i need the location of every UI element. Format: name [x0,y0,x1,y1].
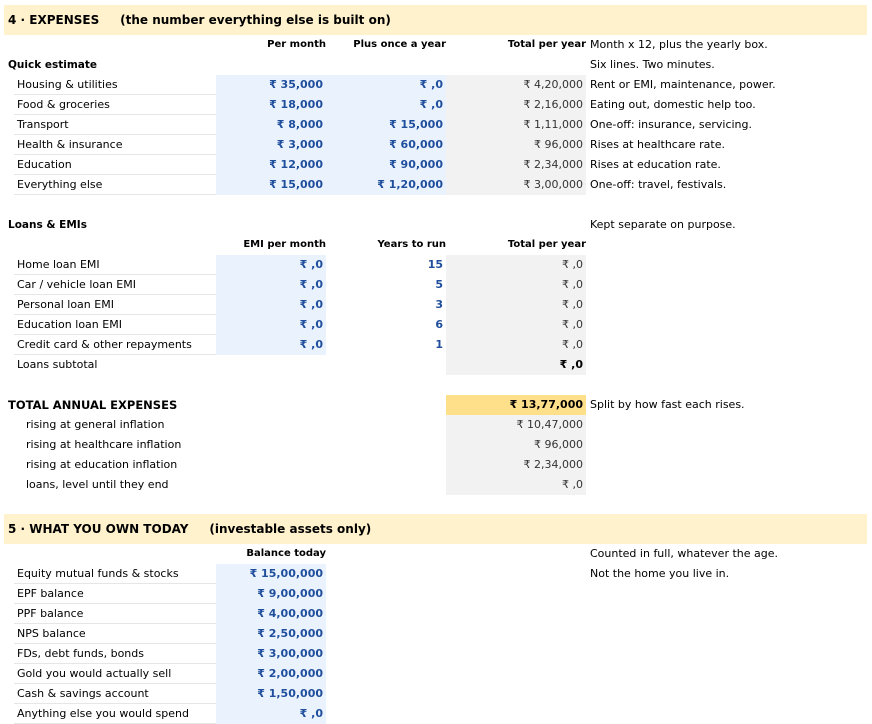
breakdown-label: loans, level until they end [26,478,169,491]
loan-row [14,255,586,275]
years-input[interactable]: 5 [435,278,443,291]
asset-row [14,584,326,604]
expense-label: Health & insurance [14,135,216,155]
loan-total-value: ₹ ,0 [446,275,586,295]
row-total-value: ₹ 2,16,000 [446,95,586,115]
loans-title: Loans & EMIs [8,219,87,231]
years-input[interactable]: 15 [427,258,443,271]
balance-input[interactable]: ₹ 15,00,000 [216,564,326,584]
balance-input[interactable]: ₹ 2,00,000 [216,664,326,684]
per-month-header: Per month [267,39,326,50]
yearly-input[interactable]: ₹ 15,000 [326,115,446,135]
row-total-value: ₹ 2,34,000 [446,155,586,175]
yearly-input[interactable]: ₹ 90,000 [326,155,446,175]
row-total-value: ₹ 1,11,000 [446,115,586,135]
expense-note: One-off: insurance, servicing. [590,118,752,131]
yearly-input[interactable]: ₹ ,0 [326,95,446,115]
balance-input[interactable]: ₹ ,0 [216,704,326,724]
asset-row [14,684,326,704]
total-per-year-header: Total per year [507,39,586,50]
asset-label: Anything else you would spend [14,704,216,724]
years-input[interactable]: 6 [435,318,443,331]
expense-note: Eating out, domestic help too. [590,98,756,111]
balance-input[interactable]: ₹ 9,00,000 [216,584,326,604]
assets-section-title: 5 · WHAT YOU OWN TODAY (investable assets only) [8,522,372,536]
row-total-value: ₹ 4,20,000 [446,75,586,95]
expense-row [14,75,586,95]
emi-input[interactable]: ₹ ,0 [216,315,326,335]
loan-total-value: ₹ ,0 [446,315,586,335]
asset-label: Gold you would actually sell [14,664,216,684]
expense-row [14,135,586,155]
assets-header-note: Counted in full, whatever the age. [590,547,779,560]
expenses-header-note: Month x 12, plus the yearly box. [590,38,768,51]
expense-label: Transport [14,115,216,135]
total-note: Split by how fast each rises. [590,398,745,411]
asset-label: Cash & savings account [14,684,216,704]
breakdown-value: ₹ 10,47,000 [446,415,586,435]
loan-label: Home loan EMI [14,255,216,275]
expense-label: Education [14,155,216,175]
asset-row [14,564,326,584]
loans-subtotal-row [14,355,586,375]
loan-total-value: ₹ ,0 [446,295,586,315]
per-month-input[interactable]: ₹ 3,000 [216,135,326,155]
asset-row [14,624,326,644]
per-month-input[interactable]: ₹ 15,000 [216,175,326,195]
asset-row [14,604,326,624]
total-annual-label: TOTAL ANNUAL EXPENSES [8,398,178,412]
emi-input[interactable]: ₹ ,0 [216,295,326,315]
expense-row [14,95,586,115]
assets-section-header [4,514,867,544]
expense-note: One-off: travel, festivals. [590,178,727,191]
asset-label: NPS balance [14,624,216,644]
expense-row [14,175,586,195]
asset-row [14,644,326,664]
asset-label: FDs, debt funds, bonds [14,644,216,664]
yearly-input[interactable]: ₹ ,0 [326,75,446,95]
total-annual-value: ₹ 13,77,000 [446,395,586,415]
row-total-value: ₹ 96,000 [446,135,586,155]
breakdown-label: rising at education inflation [26,458,178,471]
breakdown-value: ₹ 96,000 [446,435,586,455]
loan-total-value: ₹ ,0 [446,335,586,355]
breakdown-value: ₹ ,0 [446,475,586,495]
loan-row [14,275,586,295]
expense-note: Rises at education rate. [590,158,721,171]
expense-row [14,155,586,175]
per-month-input[interactable]: ₹ 8,000 [216,115,326,135]
expense-note: Rises at healthcare rate. [590,138,725,151]
emi-header: EMI per month [243,239,326,250]
balance-input[interactable]: ₹ 2,50,000 [216,624,326,644]
loan-label: Education loan EMI [14,315,216,335]
yearly-input[interactable]: ₹ 60,000 [326,135,446,155]
loan-label: Credit card & other repayments [14,335,216,355]
breakdown-value: ₹ 2,34,000 [446,455,586,475]
balance-input[interactable]: ₹ 1,50,000 [216,684,326,704]
per-month-input[interactable]: ₹ 35,000 [216,75,326,95]
loans-subtotal-label: Loans subtotal [17,358,98,371]
asset-label: EPF balance [14,584,216,604]
per-month-input[interactable]: ₹ 18,000 [216,95,326,115]
years-input[interactable]: 1 [435,338,443,351]
expense-label: Everything else [14,175,216,195]
loans-total-header: Total per year [507,239,586,250]
years-input[interactable]: 3 [435,298,443,311]
asset-label: Equity mutual funds & stocks [14,564,216,584]
expenses-section-title: 4 · EXPENSES (the number everything else is built on) [8,13,391,27]
quick-estimate-title: Quick estimate [8,59,98,71]
balance-today-header: Balance today [246,548,326,559]
asset-label: PPF balance [14,604,216,624]
expense-label: Food & groceries [14,95,216,115]
expense-label: Housing & utilities [14,75,216,95]
years-header: Years to run [377,239,446,250]
loan-label: Car / vehicle loan EMI [14,275,216,295]
loan-total-value: ₹ ,0 [446,255,586,275]
asset-row [14,664,326,684]
expense-note: Rent or EMI, maintenance, power. [590,78,776,91]
asset-note: Not the home you live in. [590,567,730,580]
emi-input[interactable]: ₹ ,0 [216,255,326,275]
balance-input[interactable]: ₹ 3,00,000 [216,644,326,664]
expense-row [14,115,586,135]
loan-row [14,335,586,355]
loan-row [14,315,586,335]
breakdown-label: rising at healthcare inflation [26,438,182,451]
asset-row [14,704,326,724]
loans-note: Kept separate on purpose. [590,218,736,231]
emi-input[interactable]: ₹ ,0 [216,335,326,355]
expenses-section-header [4,5,867,35]
balance-input[interactable]: ₹ 4,00,000 [216,604,326,624]
loan-row [14,295,586,315]
breakdown-label: rising at general inflation [26,418,165,431]
plus-once-header: Plus once a year [353,39,446,50]
quick-estimate-note: Six lines. Two minutes. [590,58,715,71]
loans-subtotal-value: ₹ ,0 [446,355,586,375]
loan-label: Personal loan EMI [14,295,216,315]
emi-input[interactable]: ₹ ,0 [216,275,326,295]
yearly-input[interactable]: ₹ 1,20,000 [326,175,446,195]
per-month-input[interactable]: ₹ 12,000 [216,155,326,175]
row-total-value: ₹ 3,00,000 [446,175,586,195]
